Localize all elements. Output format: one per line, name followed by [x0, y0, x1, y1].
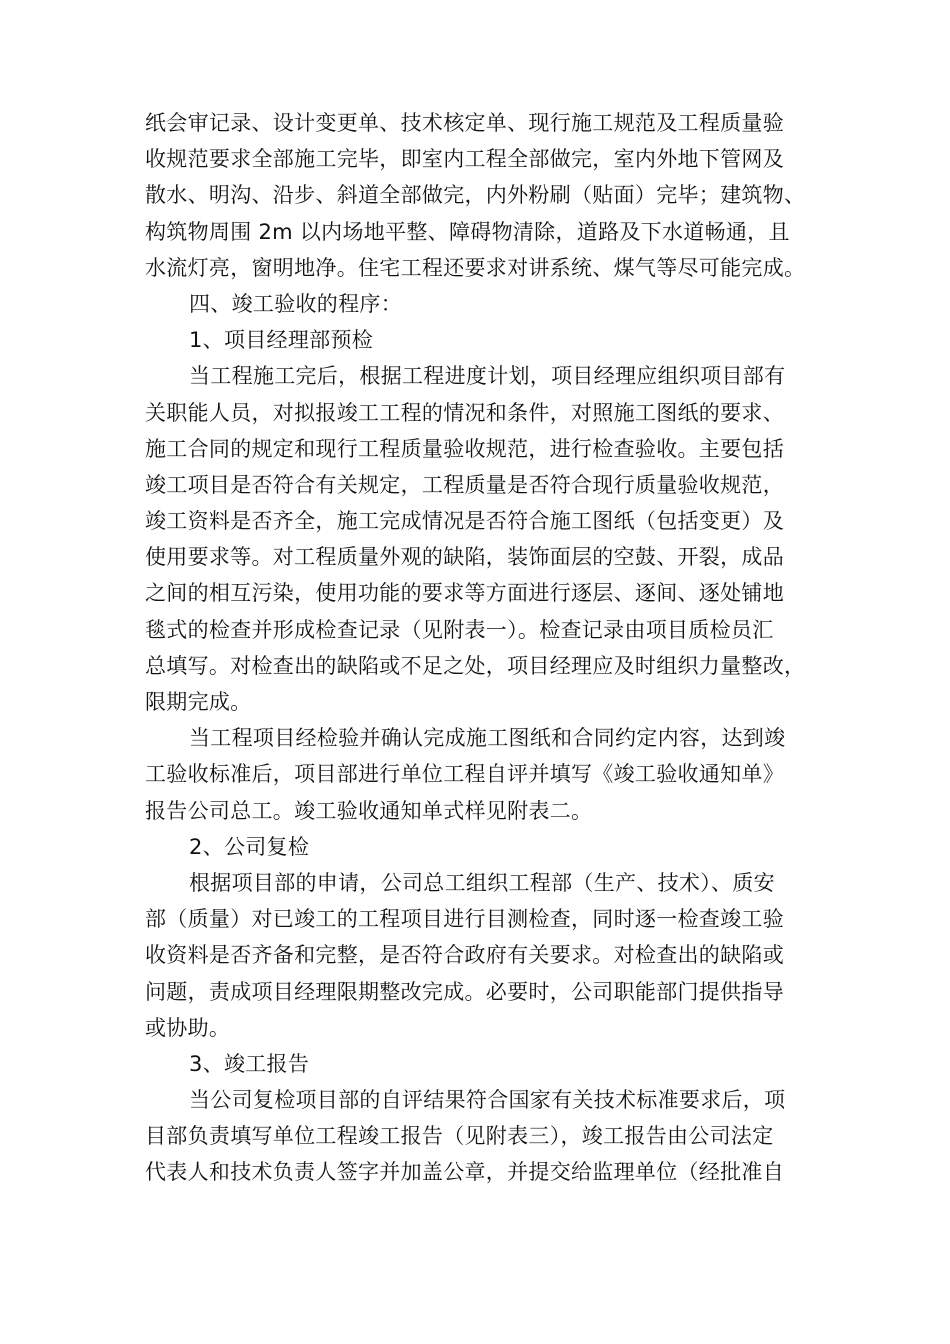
text-line: 之间的相互污染，使用功能的要求等方面进行逐层、逐间、逐处铺地: [145, 581, 784, 606]
text-line: 报告公司总工。竣工验收通知单式样见附表二。: [145, 798, 593, 823]
text-line: 目部负责填写单位工程竣工报告（见附表三），竣工报告由公司法定: [145, 1124, 774, 1149]
paragraph-start: 根据项目部的申请，公司总工组织工程部（生产、技术）、质安: [189, 870, 775, 895]
document-body: [145, 105, 835, 1191]
text-line: 纸会审记录、设计变更单、技术核定单、现行施工规范及工程质量验: [145, 111, 784, 135]
text-line: 竣工项目是否符合有关规定，工程质量是否符合现行质量验收规范，: [145, 472, 784, 497]
subsection-heading: 1、项目经理部预检: [189, 328, 374, 353]
text-line: 使用要求等。对工程质量外观的缺陷，装饰面层的空鼓、开裂，成品: [145, 545, 784, 570]
text-line: 工验收标准后，项目部进行单位工程自评并填写《竣工验收通知单》: [145, 762, 784, 787]
subsection-heading: 3、竣工报告: [189, 1051, 310, 1076]
subsection-heading: 2、公司复检: [189, 834, 310, 859]
text-line: 部（质量）对已竣工的工程项目进行目测检查，同时逐一检查竣工验: [145, 907, 784, 932]
text-line: 构筑物周围 2m 以内场地平整、障碍物清除，道路及下水道畅通，且: [145, 219, 790, 244]
text-line: 毯式的检查并形成检查记录（见附表一）。检查记录由项目质检员汇: [145, 617, 774, 642]
text-line: 散水、明沟、沿步、斜道全部做完，内外粉刷（贴面）完毕；建筑物、: [145, 183, 806, 208]
text-line: 收资料是否齐备和完整，是否符合政府有关要求。对检查出的缺陷或: [145, 943, 784, 968]
text-line: 限期完成。: [145, 690, 252, 714]
text-line: 竣工资料是否齐全，施工完成情况是否符合施工图纸（包括变更）及: [145, 509, 784, 534]
text-line: 施工合同的规定和现行工程质量验收规范，进行检查验收。主要包括: [145, 436, 784, 461]
text-line: 总填写。对检查出的缺陷或不足之处，项目经理应及时组织力量整改，: [145, 653, 806, 678]
text-line: 代表人和技术负责人签字并加盖公章，并提交给监理单位（经批准自: [145, 1160, 784, 1185]
paragraph-start: 当工程施工完后，根据工程进度计划，项目经理应组织项目部有: [189, 364, 786, 389]
paragraph-start: 当公司复检项目部的自评结果符合国家有关技术标准要求后，项: [189, 1088, 786, 1113]
text-line: 收规范要求全部施工完毕，即室内工程全部做完，室内外地下管网及: [145, 147, 784, 172]
paragraph-start: 当工程项目经检验并确认完成施工图纸和合同约定内容，达到竣: [189, 726, 786, 751]
text-line: 关职能人员，对拟报竣工工程的情况和条件，对照施工图纸的要求、: [145, 400, 784, 425]
text-line: 问题，责成项目经理限期整改完成。必要时，公司职能部门提供指导: [145, 979, 784, 1004]
section-heading: 四、竣工验收的程序：: [189, 291, 402, 316]
text-line: 或协助。: [145, 1015, 231, 1040]
text-line: 水流灯亮，窗明地净。住宅工程还要求对讲系统、煤气等尽可能完成。: [145, 255, 806, 280]
